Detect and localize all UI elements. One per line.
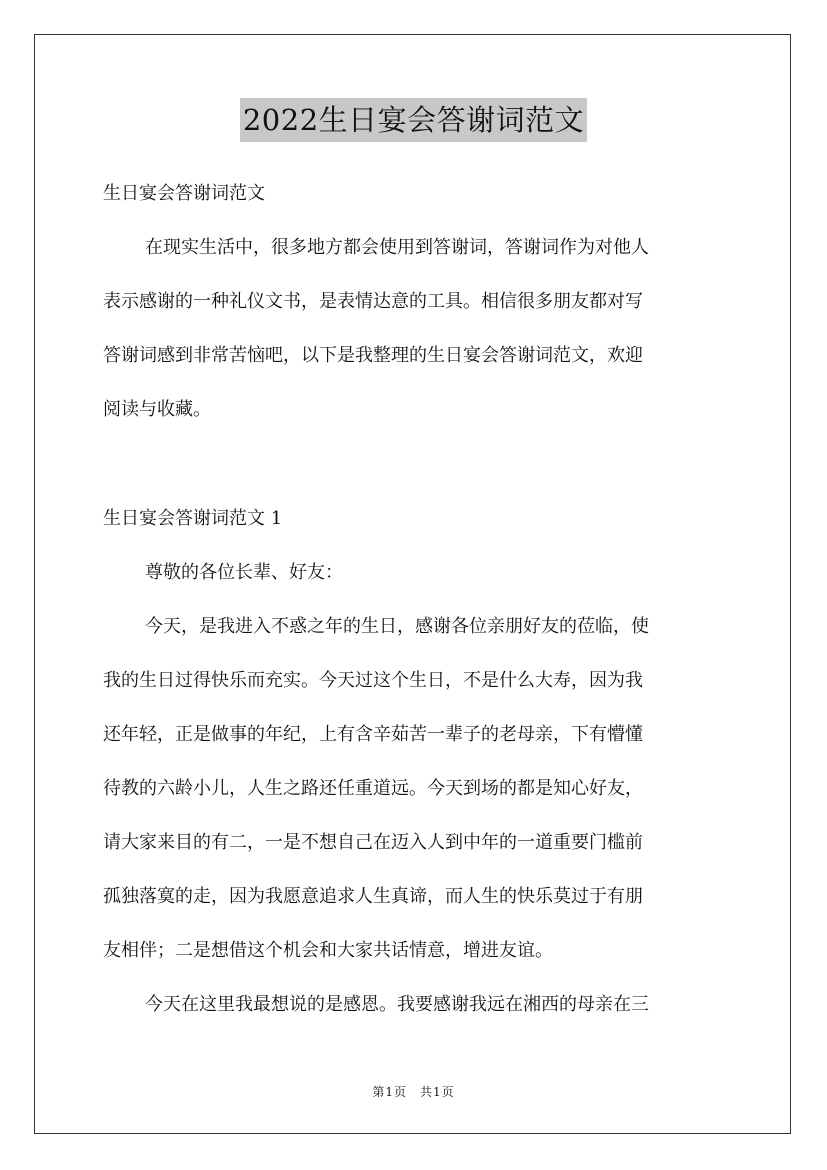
title-wrap	[0, 98, 827, 142]
intro-line: 表示感谢的一种礼仪文书，是表情达意的工具。相信很多朋友都对写	[103, 291, 643, 312]
section-heading: 生日宴会答谢词范文 1	[103, 508, 283, 529]
body-line: 还年轻，正是做事的年纪，上有含辛茹苦一辈子的老母亲，下有懵懂	[103, 724, 643, 745]
body-line: 今天，是我进入不惑之年的生日，感谢各位亲朋好友的莅临，使	[145, 616, 649, 637]
document-title: 2022生日宴会答谢词范文	[240, 98, 587, 142]
intro-line: 在现实生活中，很多地方都会使用到答谢词，答谢词作为对他人	[145, 237, 649, 258]
document-subtitle: 生日宴会答谢词范文	[103, 183, 265, 204]
intro-line: 阅读与收藏。	[103, 399, 211, 420]
body-line: 我的生日过得快乐而充实。今天过这个生日，不是什么大寿，因为我	[103, 670, 643, 691]
body-line: 孤独落寞的走，因为我愿意追求人生真谛，而人生的快乐莫过于有朋	[103, 886, 643, 907]
salutation: 尊敬的各位长辈、好友：	[145, 562, 343, 583]
intro-line: 答谢词感到非常苦恼吧，以下是我整理的生日宴会答谢词范文，欢迎	[103, 345, 643, 366]
page-footer: 第1页 共1页	[372, 1085, 455, 1099]
closing-line: 今天在这里我最想说的是感恩。我要感谢我远在湘西的母亲在三	[145, 994, 649, 1015]
body-line: 请大家来目的有二，一是不想自己在迈入人到中年的一道重要门槛前	[103, 832, 643, 853]
body-line: 友相伴；二是想借这个机会和大家共话情意，增进友谊。	[103, 940, 553, 961]
body-line: 待教的六龄小儿，人生之路还任重道远。今天到场的都是知心好友，	[103, 778, 643, 799]
